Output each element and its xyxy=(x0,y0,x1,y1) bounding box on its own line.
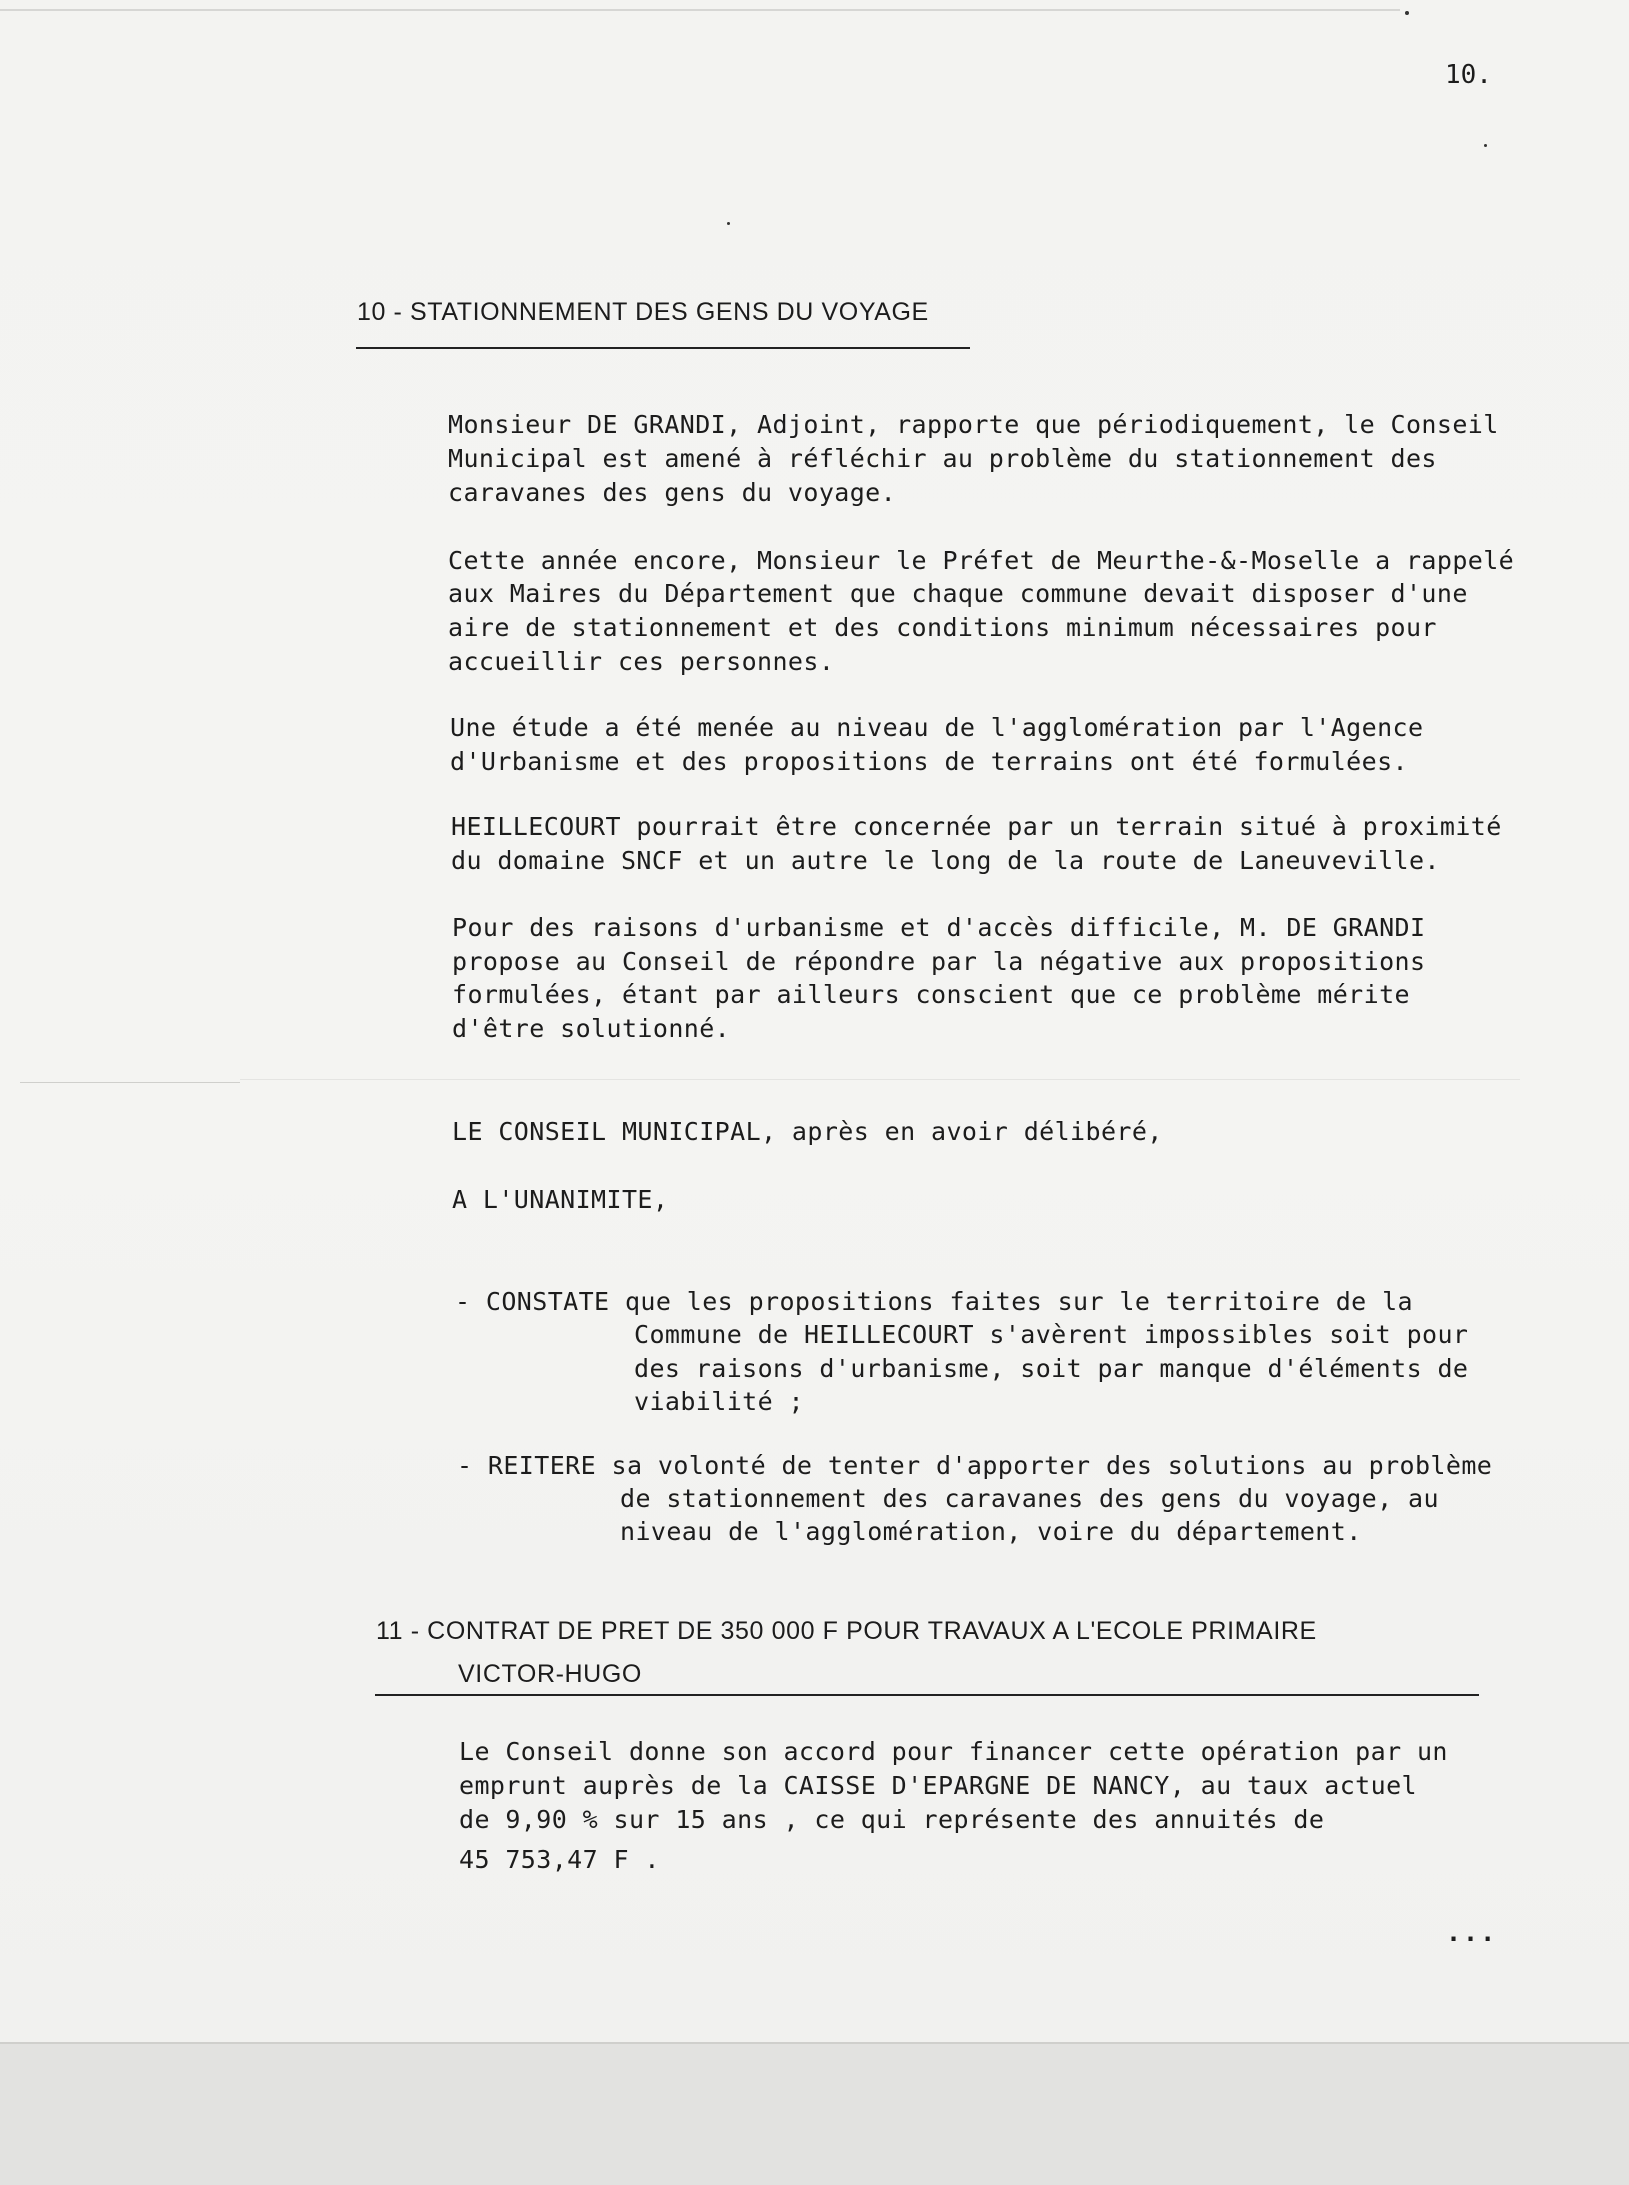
scan-speck xyxy=(1484,144,1487,147)
scan-fold-line xyxy=(20,1082,240,1083)
paragraph-line: Le Conseil donne son accord pour financer cette opération par un xyxy=(459,1737,1448,1766)
scan-speck xyxy=(1405,11,1409,15)
paragraph-line: aux Maires du Département que chaque commune devait disposer d'une xyxy=(448,579,1468,608)
decision-line: - REITERE sa volonté de tenter d'apporter des solutions au problème xyxy=(457,1451,1493,1480)
unanimity-statement: A L'UNANIMITE, xyxy=(452,1185,669,1214)
decision-line: - CONSTATE que les propositions faites sur le territoire de la xyxy=(455,1287,1413,1316)
scan-speck xyxy=(727,222,730,225)
paragraph-line: formulées, étant par ailleurs conscient que ce problème mérite xyxy=(452,980,1410,1009)
decision-line: viabilité ; xyxy=(634,1387,804,1416)
decision-line: de stationnement des caravanes des gens du voyage, au xyxy=(620,1484,1439,1513)
paragraph-line: Une étude a été menée au niveau de l'agglomération par l'Agence xyxy=(450,713,1424,742)
paragraph-line: Monsieur DE GRANDI, Adjoint, rapporte que périodiquement, le Conseil xyxy=(448,410,1499,439)
page-number: 10. xyxy=(1445,60,1492,90)
paragraph-line: du domaine SNCF et un autre le long de la route de Laneuveville. xyxy=(451,846,1440,875)
council-statement: LE CONSEIL MUNICIPAL, après en avoir délibéré, xyxy=(452,1117,1163,1146)
paragraph-line: d'être solutionné. xyxy=(452,1014,731,1043)
paragraph-line: HEILLECOURT pourrait être concernée par un terrain situé à proximité xyxy=(451,812,1502,841)
page-top-edge xyxy=(0,9,1400,11)
paragraph-line: Cette année encore, Monsieur le Préfet de Meurthe-&-Moselle a rappelé xyxy=(448,546,1515,575)
paragraph-line: accueillir ces personnes. xyxy=(448,647,835,676)
paragraph-line: Municipal est amené à réfléchir au problème du stationnement des xyxy=(448,444,1437,473)
decision-line: Commune de HEILLECOURT s'avèrent impossibles soit pour xyxy=(634,1320,1469,1349)
paragraph-line: de 9,90 % sur 15 ans , ce qui représente des annuités de xyxy=(459,1805,1325,1834)
section-11-heading-continued: VICTOR-HUGO xyxy=(458,1660,642,1688)
paragraph-line: caravanes des gens du voyage. xyxy=(448,478,897,507)
section-10-heading-underline xyxy=(356,347,970,349)
section-11-heading: 11 - CONTRAT DE PRET DE 350 000 F POUR TRAVAUX A L'ECOLE PRIMAIRE xyxy=(376,1617,1317,1645)
decision-line: niveau de l'agglomération, voire du département. xyxy=(620,1517,1362,1546)
paragraph-line: d'Urbanisme et des propositions de terrains ont été formulées. xyxy=(450,747,1408,776)
decision-line: des raisons d'urbanisme, soit par manque d'éléments de xyxy=(634,1354,1469,1383)
scan-fold-line xyxy=(240,1079,1520,1080)
paragraph-line: 45 753,47 F . xyxy=(459,1845,660,1874)
paragraph-line: propose au Conseil de répondre par la négative aux propositions xyxy=(452,947,1426,976)
scan-background xyxy=(0,2042,1629,2185)
paragraph-line: Pour des raisons d'urbanisme et d'accès difficile, M. DE GRANDI xyxy=(452,913,1426,942)
continuation-marker: ... xyxy=(1446,1918,1498,1947)
section-10-heading: 10 - STATIONNEMENT DES GENS DU VOYAGE xyxy=(357,298,929,326)
section-11-heading-underline xyxy=(375,1694,1479,1696)
paragraph-line: emprunt auprès de la CAISSE D'EPARGNE DE NANCY, au taux actuel xyxy=(459,1771,1417,1800)
paragraph-line: aire de stationnement et des conditions minimum nécessaires pour xyxy=(448,613,1437,642)
